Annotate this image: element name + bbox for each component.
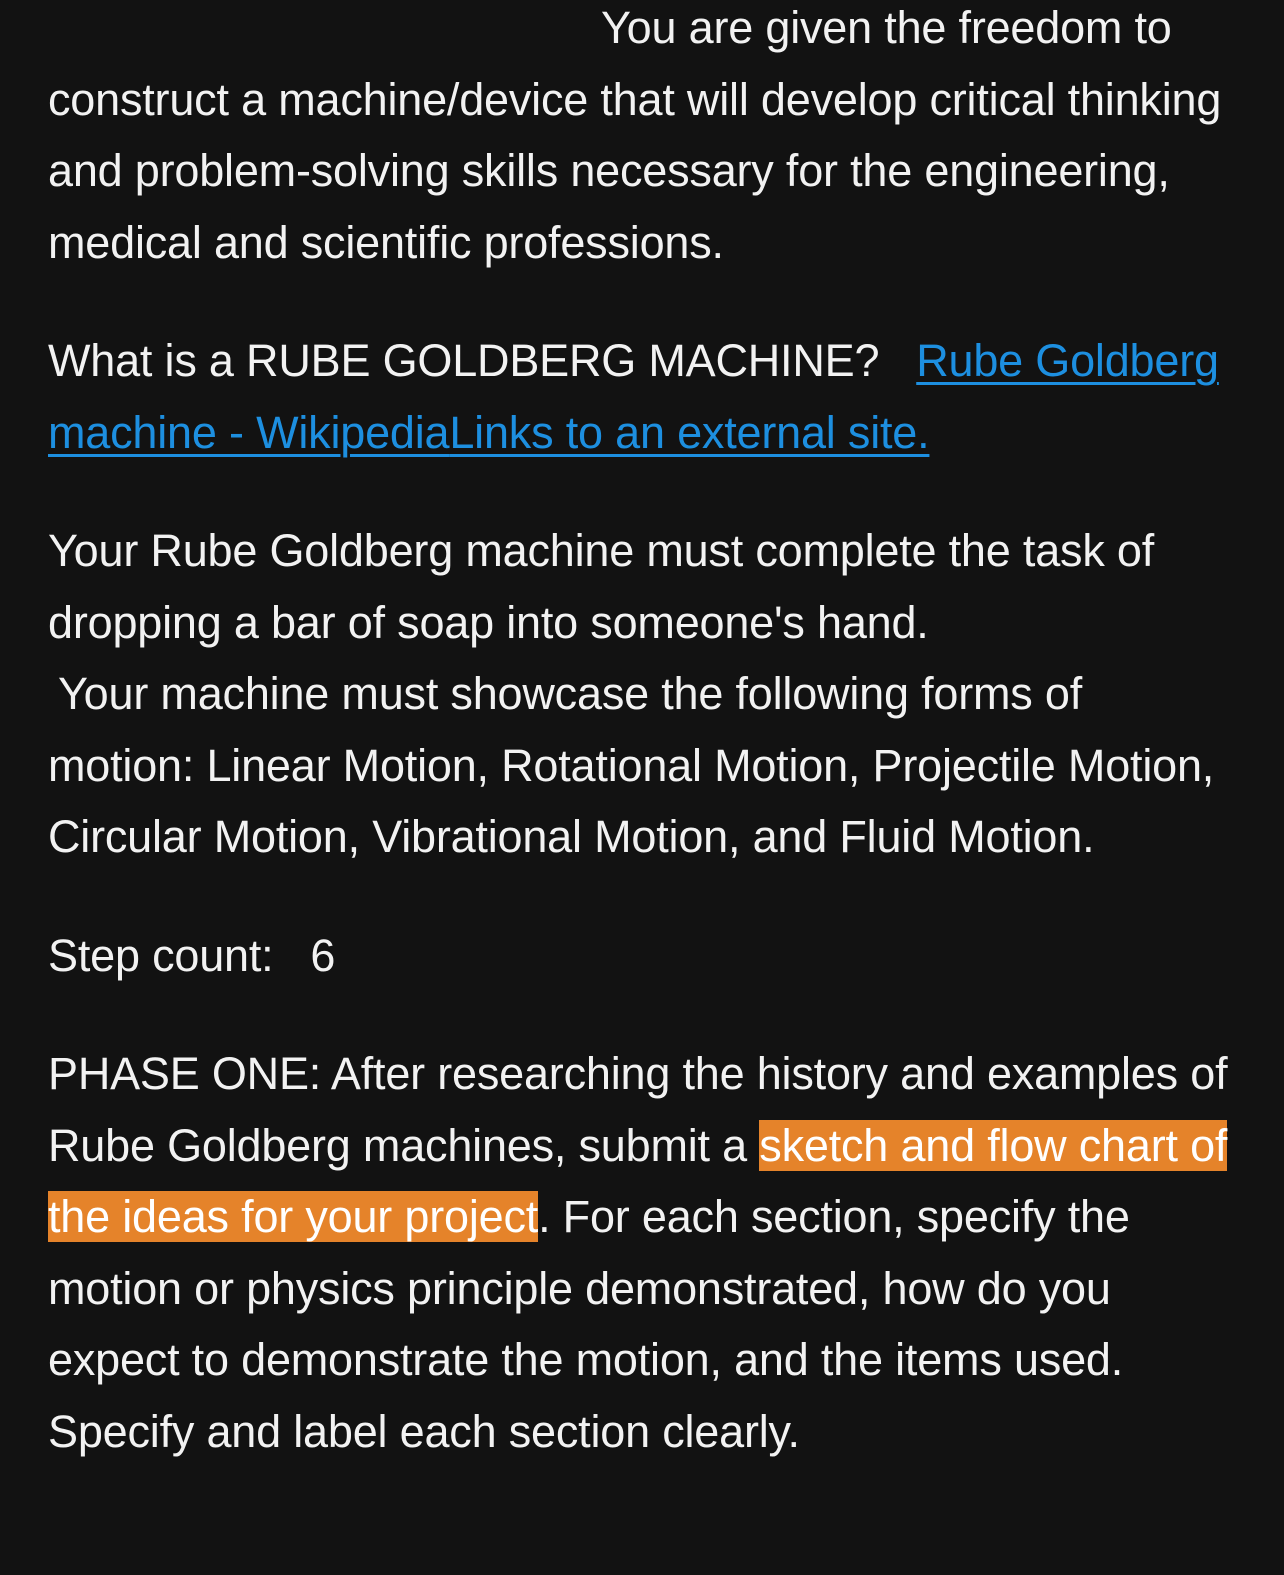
spacer — [48, 873, 1238, 920]
phase-one-suffix: . For each section, specify the motion or physics principle demonstrated, how do you expect to demonstrate the motion, and the items used. Specify and label each section clearly. — [48, 1191, 1130, 1457]
spacer — [48, 468, 1238, 515]
step-count-line — [48, 920, 1238, 992]
external-link-label: Links to an external site. — [449, 406, 930, 458]
task-line-2: Your machine must showcase the following forms of motion: Linear Motion, Rotational Motion, Projectile Motion, Circular Motion, Vibrational Motion, and Fluid Motion. — [48, 668, 1215, 862]
phase-one-paragraph — [48, 1038, 1238, 1467]
intro-text: You are given the freedom to construct a machine/device that will develop critical thinking and problem-solving skills necessary for the engineering, medical and scientific professions. — [48, 2, 1222, 268]
assignment-body — [48, 0, 1238, 1467]
step-count-value: 6 — [310, 929, 336, 981]
spacer — [48, 991, 1238, 1038]
what-is-paragraph — [48, 325, 1238, 468]
step-count-label: Step count: — [48, 929, 274, 981]
intro-paragraph — [48, 0, 1238, 278]
phase-one-prefix: PHASE ONE: After researching the history and examples of Rube Goldberg machines, submit a — [48, 1048, 1228, 1171]
phase-one-highlight: sketch and flow chart of the ideas for your project — [48, 1119, 1228, 1242]
task-paragraph — [48, 515, 1238, 873]
spacer — [48, 278, 1238, 325]
task-line-1: Your Rube Goldberg machine must complete the task of dropping a bar of soap into someone's hand. — [48, 525, 1155, 648]
wikipedia-link-text: Rube Goldberg machine - Wikipedia — [48, 335, 1219, 458]
what-is-question: What is a RUBE GOLDBERG MACHINE? — [48, 335, 880, 386]
